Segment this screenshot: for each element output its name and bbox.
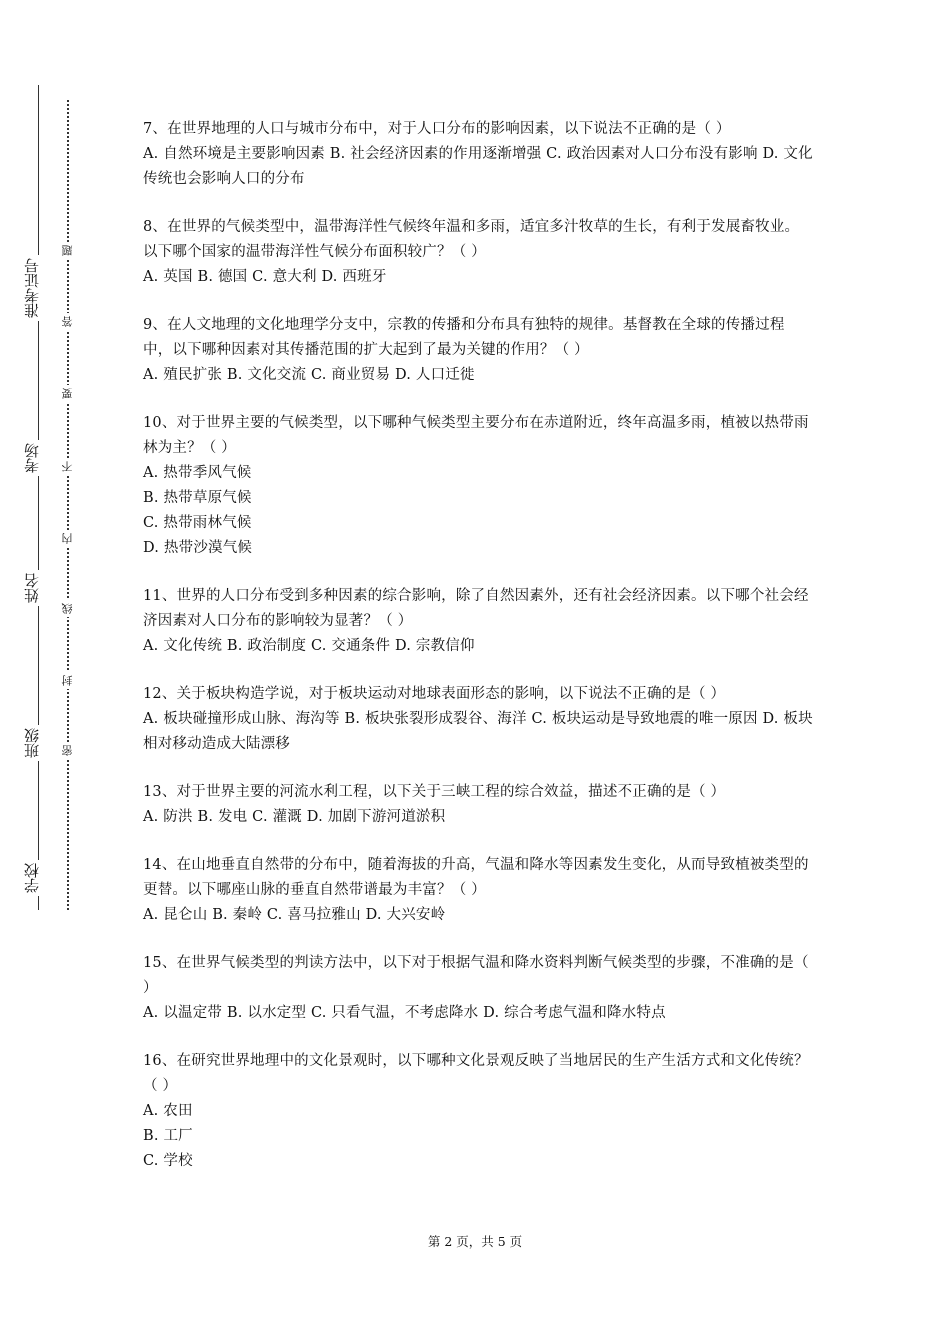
seal-char: 内 xyxy=(60,530,76,547)
seal-char: 不 xyxy=(60,458,76,475)
question-text: 10、对于世界主要的气候类型，以下哪种气候类型主要分布在赤道附近，终年高温多雨，植被以热带雨林为主？（ ） xyxy=(143,415,809,456)
question-12 xyxy=(143,682,813,757)
question-options: A. 昆仑山 B. 秦岭 C. 喜马拉雅山 D. 大兴安岭 xyxy=(143,907,446,923)
binding-solid-line xyxy=(38,85,39,910)
field-school: 学校 xyxy=(21,860,57,896)
question-13 xyxy=(143,780,813,830)
question-8 xyxy=(143,215,813,290)
question-options: A. 英国 B. 德国 C. 意大利 D. 西班牙 xyxy=(143,269,387,285)
question-options: A. 文化传统 B. 政治制度 C. 交通条件 D. 宗教信仰 xyxy=(143,638,475,654)
question-text: 16、在研究世界地理中的文化景观时，以下哪种文化景观反映了当地居民的生产生活方式和文化传统？（ ） xyxy=(143,1053,809,1094)
field-exam-room: 考场 xyxy=(21,440,57,476)
field-name: 姓名 xyxy=(21,570,57,606)
question-options: A. 殖民扩张 B. 文化交流 C. 商业贸易 D. 人口迁徙 xyxy=(143,367,475,383)
seal-char: 答 xyxy=(60,313,76,330)
seal-char: 线 xyxy=(60,600,76,617)
seal-char: 题 xyxy=(60,242,76,259)
option-a: A. 农田 xyxy=(143,1103,193,1119)
question-14 xyxy=(143,853,813,928)
option-d: D. 热带沙漠气候 xyxy=(143,540,253,556)
option-a: A. 热带季风气候 xyxy=(143,465,252,481)
question-text: 14、在山地垂直自然带的分布中，随着海拔的升高，气温和降水等因素发生变化，从而导致植被类型的更替。以下哪座山脉的垂直自然带谱最为丰富？（ ） xyxy=(143,857,809,898)
question-10 xyxy=(143,411,813,561)
question-options: A. 防洪 B. 发电 C. 灌溉 D. 加剧下游河道淤积 xyxy=(143,809,446,825)
binding-dotted-line xyxy=(67,100,69,910)
option-c: C. 热带雨林气候 xyxy=(143,515,252,531)
question-text: 13、对于世界主要的河流水利工程，以下关于三峡工程的综合效益，描述不正确的是（ ） xyxy=(143,784,726,800)
option-c: C. 学校 xyxy=(143,1153,193,1169)
question-text: 15、在世界气候类型的判读方法中，以下对于根据气温和降水资料判断气候类型的步骤，不准确的是（ ） xyxy=(143,955,809,996)
question-text: 7、在世界地理的人口与城市分布中，对于人口分布的影响因素，以下说法不正确的是（ ） xyxy=(143,121,731,137)
option-b: B. 热带草原气候 xyxy=(143,490,252,506)
question-11 xyxy=(143,584,813,659)
question-text: 9、在人文地理的文化地理学分支中，宗教的传播和分布具有独特的规律。基督教在全球的传播过程中，以下哪种因素对其传播范围的扩大起到了最为关键的作用？（ ） xyxy=(143,317,785,358)
binding-margin xyxy=(0,0,110,1344)
seal-char: 封 xyxy=(60,672,76,689)
seal-char: 要 xyxy=(60,385,76,402)
question-15 xyxy=(143,951,813,1026)
question-options: A. 以温定带 B. 以水定型 C. 只看气温，不考虑降水 D. 综合考虑气温和降水特点 xyxy=(143,1005,666,1021)
option-b: B. 工厂 xyxy=(143,1128,193,1144)
page-footer: 第 2 页，共 5 页 xyxy=(427,1234,523,1249)
seal-char: 密 xyxy=(60,742,76,759)
question-options: A. 板块碰撞形成山脉、海沟等 B. 板块张裂形成裂谷、海洋 C. 板块运动是导致地震的唯一原因 D. 板块相对移动造成大陆漂移 xyxy=(143,711,813,752)
field-admission-number: 准考证号 xyxy=(21,255,57,321)
field-class: 班级 xyxy=(21,725,57,761)
question-text: 12、关于板块构造学说，对于板块运动对地球表面形态的影响，以下说法不正确的是（ ） xyxy=(143,686,726,702)
question-options: A. 自然环境是主要影响因素 B. 社会经济因素的作用逐渐增强 C. 政治因素对人口分布没有影响 D. 文化传统也会影响人口的分布 xyxy=(143,146,813,187)
question-list xyxy=(143,117,813,1197)
question-text: 11、世界的人口分布受到多种因素的综合影响，除了自然因素外，还有社会经济因素。以下哪个社会经济因素对人口分布的影响较为显著？（ ） xyxy=(143,588,809,629)
question-16 xyxy=(143,1049,813,1174)
question-7 xyxy=(143,117,813,192)
question-text: 8、在世界的气候类型中，温带海洋性气候终年温和多雨，适宜多汁牧草的生长，有利于发展畜牧业。以下哪个国家的温带海洋性气候分布面积较广？（ ） xyxy=(143,219,800,260)
question-9 xyxy=(143,313,813,388)
